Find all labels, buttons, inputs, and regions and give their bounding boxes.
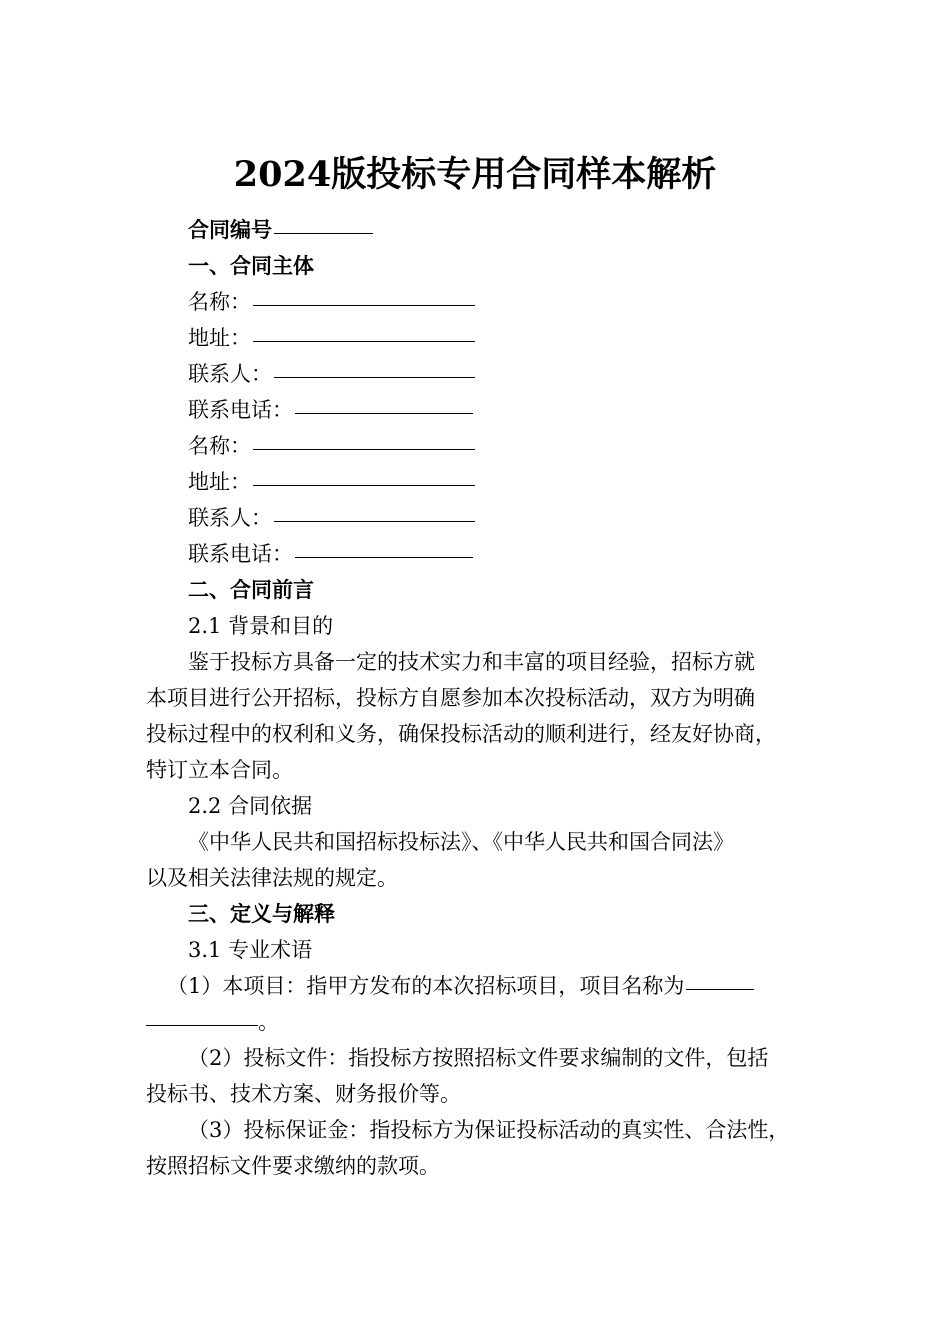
- project-name-blank: [686, 989, 754, 990]
- field-label: 名称：: [188, 434, 251, 458]
- definition-item: （3）投标保证金：指投标方为保证投标活动的真实性、合法性，: [188, 1118, 790, 1142]
- project-name-blank-continued: [146, 1025, 258, 1026]
- field-label: 地址：: [188, 470, 251, 494]
- paragraph-line: 投标过程中的权利和义务，确保投标活动的顺利进行，经友好协商，: [146, 722, 776, 746]
- paragraph-line: 鉴于投标方具备一定的技术实力和丰富的项目经验，招标方就: [188, 650, 755, 674]
- party-field: [146, 284, 810, 320]
- subsection-heading: 3.1 专业术语: [188, 938, 313, 962]
- paragraph-line: 《中华人民共和国招标投标法》、《中华人民共和国合同法》: [188, 830, 734, 854]
- field-label: 名称：: [188, 290, 251, 314]
- party-field: [146, 464, 810, 500]
- paragraph-line: 特订立本合同。: [146, 758, 293, 782]
- section1-heading: 一、合同主体: [188, 253, 314, 278]
- field-label: 地址：: [188, 326, 251, 350]
- subsection-heading: 2.2 合同依据: [188, 794, 313, 818]
- definition-item-continued: 投标书、技术方案、财务报价等。: [146, 1082, 461, 1106]
- field-label: 联系人：: [188, 362, 272, 386]
- definition-item: （2）投标文件：指投标方按照招标文件要求编制的文件，包括: [188, 1046, 769, 1070]
- contract-number-blank: [274, 233, 373, 234]
- document-body: [146, 212, 810, 1184]
- field-blank: [253, 341, 475, 342]
- field-blank: [253, 485, 475, 486]
- party-field: [146, 356, 810, 392]
- paragraph-line: 以及相关法律法规的规定。: [146, 866, 398, 890]
- contract-number-line: [146, 212, 810, 248]
- section3-heading: 三、定义与解释: [188, 901, 335, 926]
- party-field: [146, 320, 810, 356]
- party-field: [146, 500, 810, 536]
- party-field: [146, 428, 810, 464]
- definition-end: 。: [258, 1010, 279, 1034]
- definition-text: （1）本项目：指甲方发布的本次招标项目，项目名称为: [167, 974, 685, 998]
- document-title: 2024版投标专用合同样本解析: [233, 154, 717, 195]
- field-label: 联系电话：: [188, 398, 293, 422]
- party-field: [146, 536, 810, 572]
- field-blank: [253, 449, 475, 450]
- subsection-heading: 2.1 背景和目的: [188, 614, 334, 638]
- contract-number-label: 合同编号: [188, 217, 272, 242]
- definition-item: [146, 968, 810, 1004]
- party-field: [146, 392, 810, 428]
- field-blank: [295, 557, 473, 558]
- definition-item-continued: 按照招标文件要求缴纳的款项。: [146, 1154, 440, 1178]
- field-blank: [274, 521, 475, 522]
- field-blank: [295, 413, 473, 414]
- field-blank: [253, 305, 475, 306]
- paragraph-line: 本项目进行公开招标，投标方自愿参加本次投标活动，双方为明确: [146, 686, 755, 710]
- definition-item-continued: [146, 1004, 810, 1040]
- field-label: 联系电话：: [188, 542, 293, 566]
- section2-heading: 二、合同前言: [188, 577, 314, 602]
- field-label: 联系人：: [188, 506, 272, 530]
- field-blank: [274, 377, 475, 378]
